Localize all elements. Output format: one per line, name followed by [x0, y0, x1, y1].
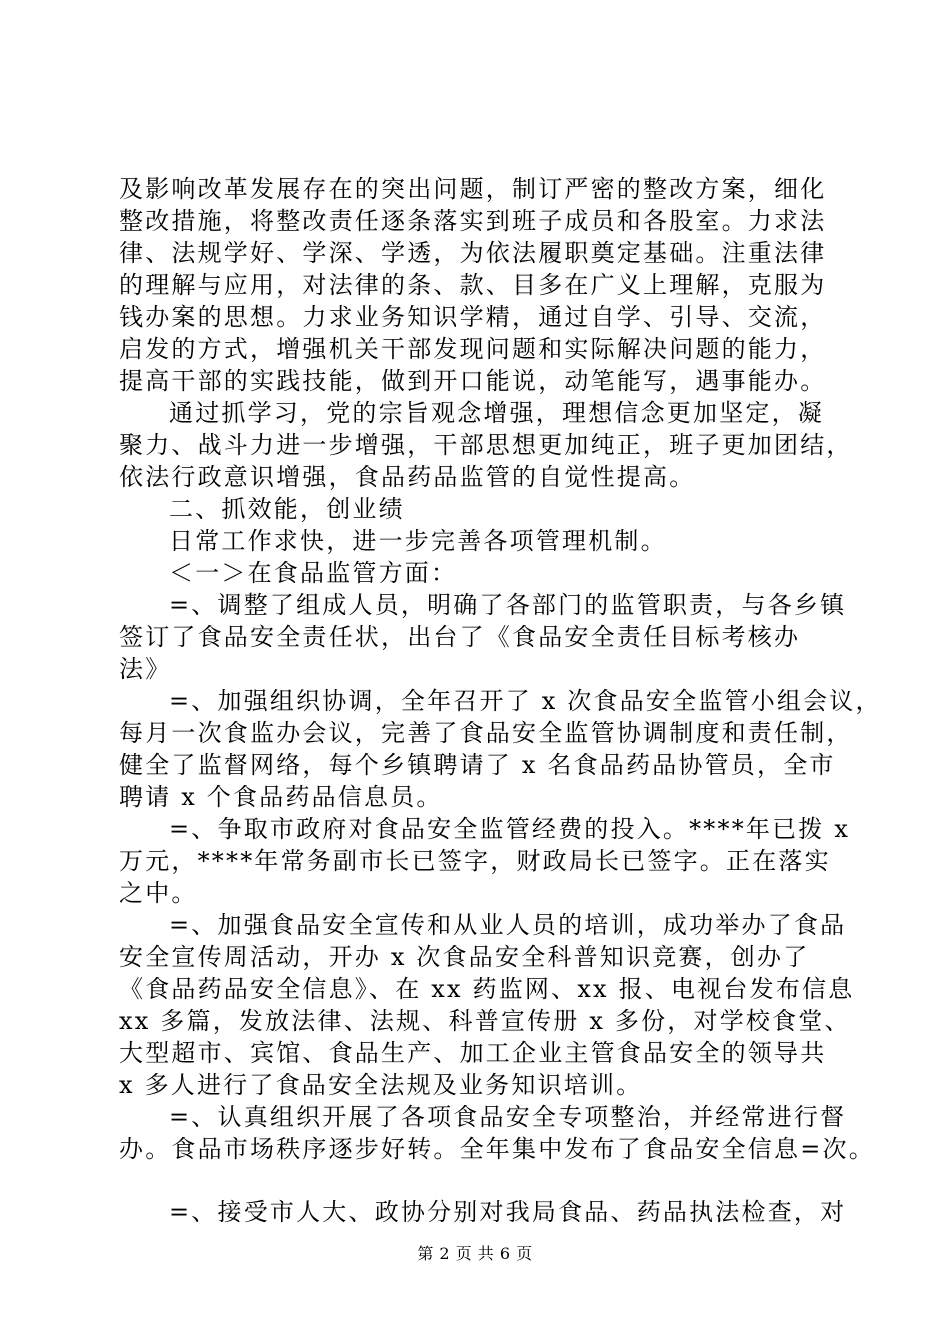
list-item-line: 之中。 [119, 879, 198, 907]
text-line: 钱办案的思想。力求业务知识学精，通过自学、引导、交流， [119, 303, 827, 331]
list-item-line: =、加强食品安全宣传和从业人员的培训，成功举办了食品 [169, 911, 847, 939]
list-item-line: =、接受市人大、政协分别对我局食品、药品执法检查，对 [169, 1198, 847, 1226]
list-item-line: =、争取市政府对食品安全监管经费的投入。****年已拨 x [169, 815, 851, 843]
text-line: 启发的方式，增强机关干部发现问题和实际解决问题的能力， [119, 335, 827, 363]
text-line: 聚力、战斗力进一步增强，干部思想更加纯正，班子更加团结， [119, 431, 853, 459]
paragraph-gap [119, 1165, 839, 1196]
list-item-line: 每月一次食监办会议，完善了食品安全监管协调制度和责任制， [119, 719, 853, 747]
text-line: 提高干部的实践技能，做到开口能说，动笔能写，遇事能办。 [119, 367, 827, 395]
body-text [119, 173, 882, 1228]
text-line: 日常工作求快，进一步完善各项管理机制。 [169, 527, 667, 555]
page-footer [0, 1244, 950, 1264]
list-item-line: 聘请 x 个食品药品信息员。 [119, 783, 443, 811]
list-item-line: =、调整了组成人员，明确了各部门的监管职责，与各乡镇 [169, 591, 847, 619]
list-item-line: 安全宣传周活动，开办 x 次食品安全科普知识竞赛，创办了 [119, 943, 810, 971]
text-line: 的理解与应用，对法律的条、款、目多在广义上理解，克服为 [119, 271, 827, 299]
text-line: 整改措施，将整改责任逐条落实到班子成员和各股室。力求法 [119, 207, 827, 235]
list-item-line: 大型超市、宾馆、食品生产、加工企业主管食品安全的领导共 [119, 1039, 827, 1067]
list-item-line: 《食品药品安全信息》、在 xx 药监网、xx 报、电视台发布信息 [119, 975, 855, 1003]
text-line: 依法行政意识增强，食品药品监管的自觉性提高。 [119, 463, 696, 491]
list-item-line: =、加强组织协调，全年召开了 x 次食品安全监管小组会议， [169, 687, 882, 715]
list-item-line: x 多人进行了食品安全法规及业务知识培训。 [119, 1071, 643, 1099]
list-item-line: 签订了食品安全责任状，出台了《食品安全责任目标考核办 [119, 623, 801, 651]
text-line: 通过抓学习，党的宗旨观念增强，理想信念更加坚定，凝 [169, 399, 824, 427]
list-item-line: 办。食品市场秩序逐步好转。全年集中发布了食品安全信息=次。 [119, 1135, 875, 1163]
list-item-line: 法》 [119, 655, 172, 683]
text-line: 律、法规学好、学深、学透，为依法履职奠定基础。注重法律 [119, 239, 827, 267]
subsection-heading: ＜一＞在食品监管方面： [169, 559, 458, 587]
list-item-line: =、认真组织开展了各项食品安全专项整治，并经常进行督 [169, 1103, 847, 1131]
list-item-line: 健全了监督网络，每个乡镇聘请了 x 名食品药品协管员，全市 [119, 751, 836, 779]
list-item-line: 万元，****年常务副市长已签字，财政局长已签字。正在落实 [119, 847, 831, 875]
text-line: 及影响改革发展存在的突出问题，制订严密的整改方案，细化 [119, 175, 827, 203]
list-item-line: xx 多篇，发放法律、法规、科普宣传册 x 多份，对学校食堂、 [119, 1007, 851, 1035]
page-number: 第 2 页 共 6 页 [417, 1244, 533, 1263]
section-heading: 二、抓效能，创业绩 [169, 495, 405, 523]
